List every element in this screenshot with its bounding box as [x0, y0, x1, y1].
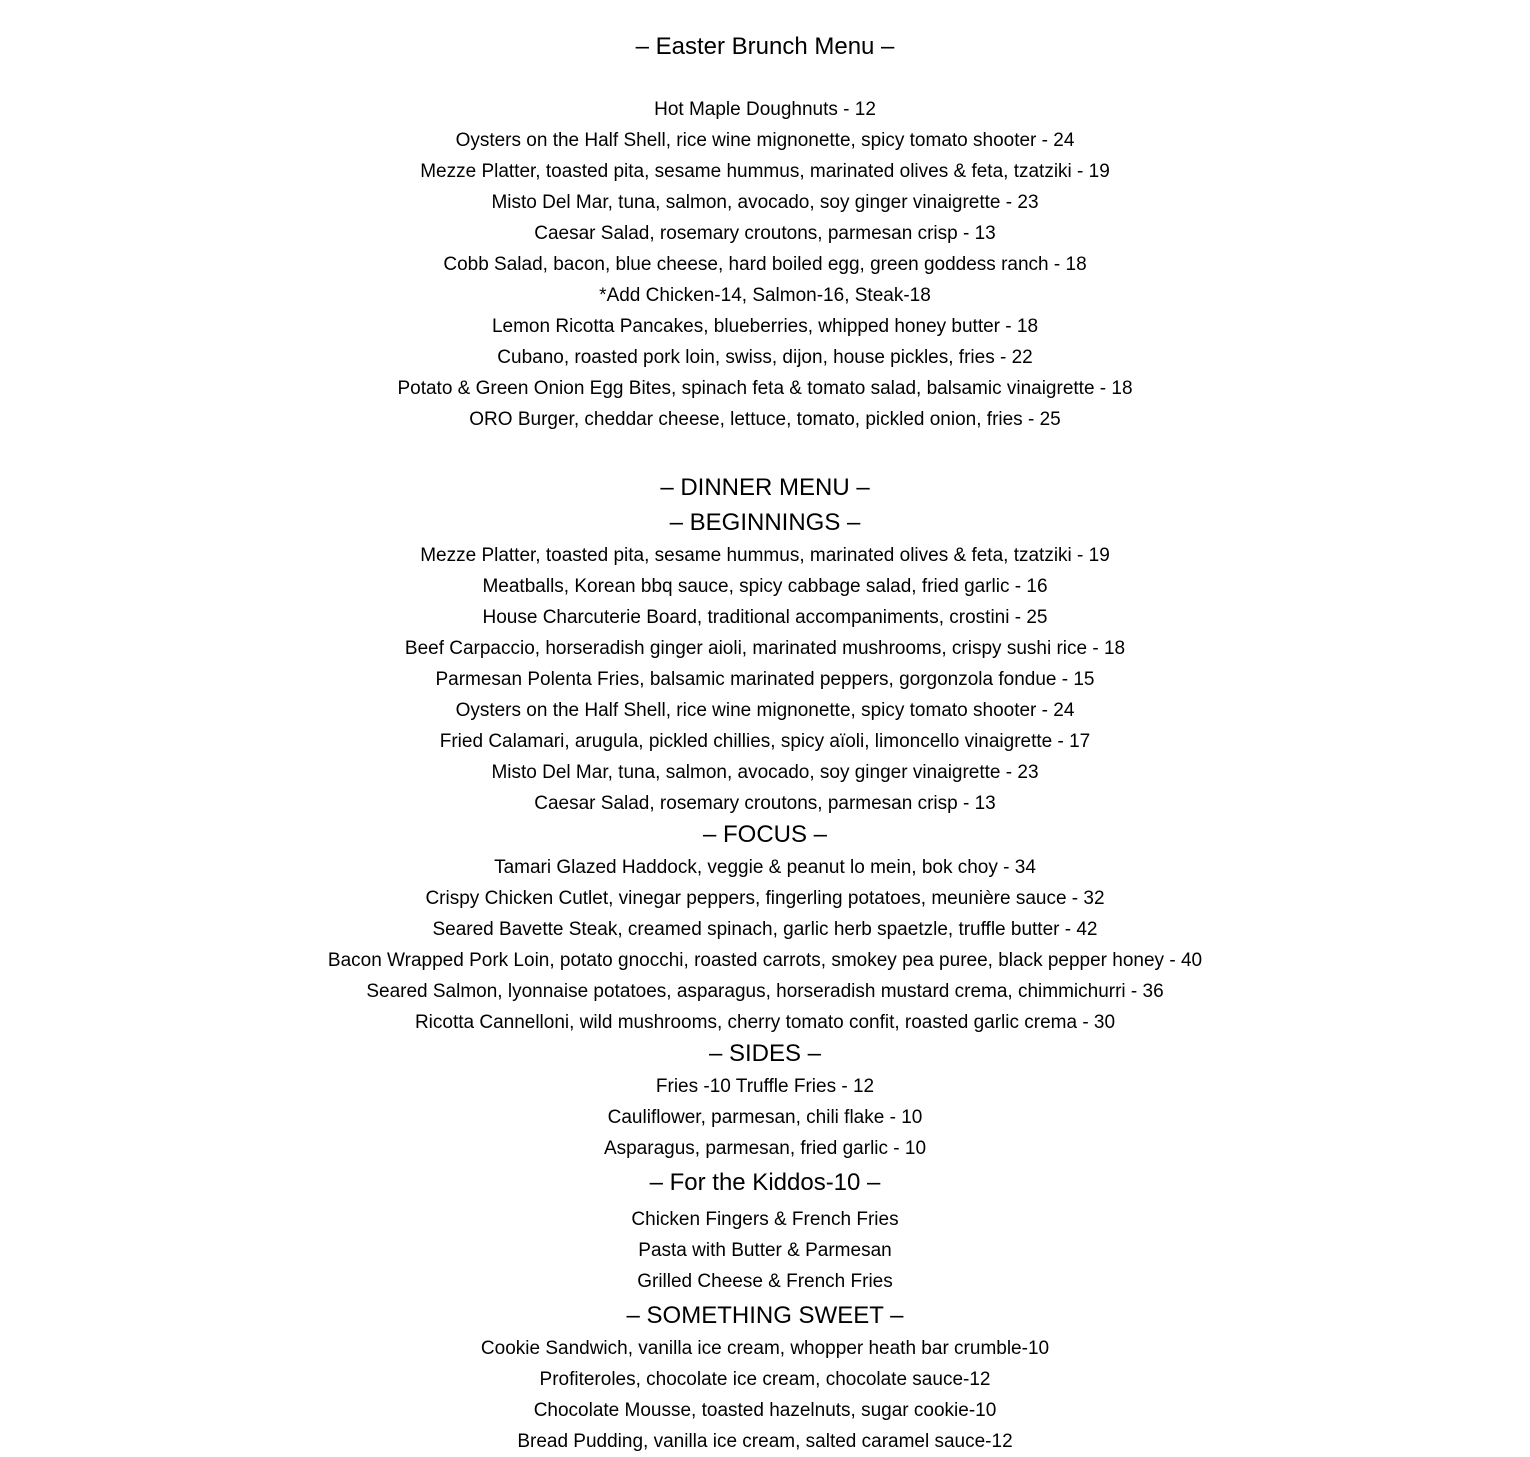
beginnings-item: Oysters on the Half Shell, rice wine mignonette, spicy tomato shooter - 24	[455, 700, 1075, 721]
brunch-item: Hot Maple Doughnuts - 12	[654, 99, 876, 120]
brunch-item: ORO Burger, cheddar cheese, lettuce, tomato, pickled onion, fries - 25	[469, 409, 1061, 430]
sides-item: Cauliflower, parmesan, chili flake - 10	[607, 1107, 923, 1128]
sweet-item: Profiteroles, chocolate ice cream, chocolate sauce-12	[539, 1369, 991, 1390]
beginnings-item: Parmesan Polenta Fries, balsamic marinated peppers, gorgonzola fondue - 15	[435, 669, 1095, 690]
brunch-item: Caesar Salad, rosemary croutons, parmesan crisp - 13	[534, 223, 996, 244]
focus-item: Bacon Wrapped Pork Loin, potato gnocchi, roasted carrots, smokey pea puree, black pepper honey - 40	[327, 950, 1203, 971]
brunch-item: Mezze Platter, toasted pita, sesame hummus, marinated olives & feta, tzatziki - 19	[420, 161, 1110, 182]
beginnings-item: Mezze Platter, toasted pita, sesame hummus, marinated olives & feta, tzatziki - 19	[420, 545, 1110, 566]
kiddos-item: Pasta with Butter & Parmesan	[638, 1240, 892, 1261]
kiddos-item: Chicken Fingers & French Fries	[631, 1209, 899, 1230]
brunch-item: Lemon Ricotta Pancakes, blueberries, whipped honey butter - 18	[491, 316, 1039, 337]
focus-item: Seared Bavette Steak, creamed spinach, garlic herb spaetzle, truffle butter - 42	[432, 919, 1098, 940]
sides-title: – SIDES –	[708, 1040, 822, 1067]
brunch-title: – Easter Brunch Menu –	[635, 33, 895, 60]
focus-item: Tamari Glazed Haddock, veggie & peanut lo mein, bok choy - 34	[494, 857, 1036, 878]
beginnings-item: Fried Calamari, arugula, pickled chillies, spicy aïoli, limoncello vinaigrette - 17	[439, 731, 1091, 752]
brunch-item: Cubano, roasted pork loin, swiss, dijon, house pickles, fries - 22	[497, 347, 1033, 368]
beginnings-item: Beef Carpaccio, horseradish ginger aioli, marinated mushrooms, crispy sushi rice - 18	[404, 638, 1126, 659]
brunch-item: Cobb Salad, bacon, blue cheese, hard boiled egg, green goddess ranch - 18	[443, 254, 1087, 275]
focus-item: Seared Salmon, lyonnaise potatoes, asparagus, horseradish mustard crema, chimmichurri - 36	[366, 981, 1164, 1002]
beginnings-title: – BEGINNINGS –	[669, 509, 861, 536]
focus-title: – FOCUS –	[702, 821, 828, 848]
sweet-item: Chocolate Mousse, toasted hazelnuts, sugar cookie-10	[533, 1400, 997, 1421]
brunch-addon-note: *Add Chicken-14, Salmon-16, Steak-18	[599, 285, 931, 306]
beginnings-item: Meatballs, Korean bbq sauce, spicy cabbage salad, fried garlic - 16	[482, 576, 1048, 597]
dinner-title: – DINNER MENU –	[660, 474, 870, 501]
sides-item: Asparagus, parmesan, fried garlic - 10	[603, 1138, 927, 1159]
brunch-item: Misto Del Mar, tuna, salmon, avocado, soy ginger vinaigrette - 23	[491, 192, 1039, 213]
kiddos-title: – For the Kiddos-10 –	[649, 1169, 881, 1196]
brunch-item: Oysters on the Half Shell, rice wine mignonette, spicy tomato shooter - 24	[455, 130, 1075, 151]
brunch-item: Potato & Green Onion Egg Bites, spinach feta & tomato salad, balsamic vinaigrette - 18	[397, 378, 1133, 399]
sweet-title: – SOMETHING SWEET –	[626, 1302, 904, 1329]
beginnings-item: Caesar Salad, rosemary croutons, parmesan crisp - 13	[534, 793, 996, 814]
beginnings-item: Misto Del Mar, tuna, salmon, avocado, soy ginger vinaigrette - 23	[491, 762, 1039, 783]
beginnings-item: House Charcuterie Board, traditional accompaniments, crostini - 25	[482, 607, 1048, 628]
sides-item: Fries -10 Truffle Fries - 12	[655, 1076, 875, 1097]
sweet-item: Cookie Sandwich, vanilla ice cream, whopper heath bar crumble-10	[480, 1338, 1050, 1359]
focus-item: Crispy Chicken Cutlet, vinegar peppers, fingerling potatoes, meunière sauce - 32	[425, 888, 1105, 909]
sweet-item: Bread Pudding, vanilla ice cream, salted caramel sauce-12	[517, 1431, 1013, 1452]
kiddos-item: Grilled Cheese & French Fries	[637, 1271, 893, 1292]
focus-item: Ricotta Cannelloni, wild mushrooms, cherry tomato confit, roasted garlic crema - 30	[414, 1012, 1116, 1033]
